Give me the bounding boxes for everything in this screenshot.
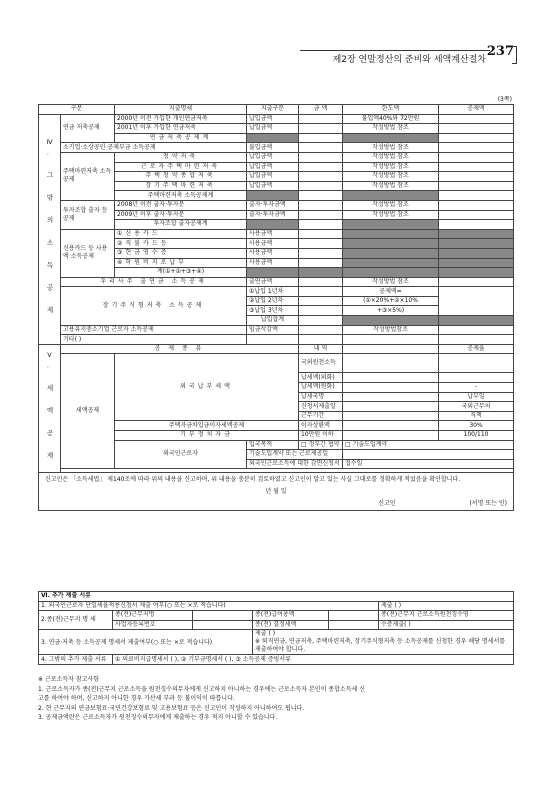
col-header: 한도액 — [343, 105, 439, 115]
table-row — [39, 200, 514, 210]
row-item: 주택청약종합저축 — [115, 172, 247, 182]
value-cell[interactable] — [343, 421, 439, 431]
field-label: 종(전)급여총액 — [253, 611, 329, 621]
amount-cell[interactable] — [299, 316, 343, 326]
col-header: 금 액 — [299, 105, 343, 115]
field-label: 종(전) 결정세액 — [253, 620, 329, 630]
housing-interest-label: 주택자금차입금이자세액공제 — [115, 421, 299, 431]
row-limit: 작성방법참조 — [343, 325, 439, 335]
declaration-row — [39, 473, 514, 511]
table-row — [39, 335, 514, 345]
row-type: 사용금액 — [247, 258, 299, 268]
row-type: ③납입 3년차 — [247, 306, 299, 316]
row-limit: 작성방법 참조 — [343, 143, 439, 153]
row-limit: 작성방법 참조 — [343, 210, 439, 220]
value-cell[interactable] — [343, 402, 439, 412]
field-label: 종(전)근무지 근로소득원천징수영 — [379, 611, 514, 621]
value-cell[interactable] — [343, 354, 439, 373]
header-bracket — [512, 46, 517, 64]
declarant-label: 신고인 — [378, 500, 396, 508]
amount-cell[interactable] — [299, 162, 343, 172]
rate-cell: 100/110 — [439, 431, 514, 441]
table-row — [39, 611, 514, 621]
amount-cell[interactable] — [299, 277, 343, 287]
col-header: 공제액 — [439, 105, 514, 115]
row-group: 기타( ) — [61, 335, 247, 345]
col-header: 구분 — [39, 105, 115, 115]
amount-cell[interactable] — [299, 210, 343, 220]
value-cell[interactable] — [343, 431, 439, 441]
amount-cell[interactable] — [299, 200, 343, 210]
deduction-cell[interactable] — [439, 210, 514, 220]
political-donation-label: 기부정치자금 — [115, 431, 299, 441]
row-group: 장기주식형저축 소득공제 — [61, 287, 247, 325]
row-item: 청약저축 — [115, 152, 247, 162]
table-row — [39, 114, 514, 124]
section-5-header — [39, 344, 514, 354]
value-cell[interactable] — [343, 450, 514, 460]
deduction-cell[interactable] — [439, 143, 514, 153]
rate-cell — [439, 373, 514, 383]
deduction-cell[interactable] — [439, 124, 514, 134]
row-limit: 작성방법 참조 — [343, 124, 439, 134]
section-5-label: Ⅴ. 세 액 공 제 — [39, 344, 61, 473]
application-label: 외국인근로소득에 대한 감면신청서 — [247, 459, 343, 469]
row-group: 연금 저축공제 — [61, 114, 115, 143]
detail-label: 이자상환액 — [299, 421, 343, 431]
table-row — [39, 601, 514, 611]
amount-cell[interactable] — [299, 191, 343, 201]
row-item: ①신용카드 — [115, 229, 247, 239]
value-cell[interactable] — [193, 620, 253, 630]
rate-cell: 국외근무처 — [439, 402, 514, 412]
detail-label: 납세액(외화) — [299, 373, 343, 383]
row-type: 사용금액 — [247, 229, 299, 239]
col-header: 공제율 — [439, 344, 514, 354]
doc-row-label: 4. 그밖의 추가 제출 서류 — [39, 655, 113, 665]
detail-label: 납세국명 — [299, 392, 343, 402]
table-row — [39, 354, 514, 373]
section-6-title: Ⅵ. 추가 제출 서류 — [39, 592, 514, 602]
deduction-cell[interactable] — [439, 152, 514, 162]
date-line: 년 월 일 — [265, 488, 287, 496]
row-type: 출자·투자금액 — [247, 210, 299, 220]
amount-cell[interactable] — [299, 220, 343, 230]
row-type: 납입금액 — [247, 124, 299, 134]
sign-label[interactable]: (서명 또는 인) — [469, 500, 507, 508]
deduction-cell[interactable] — [439, 191, 514, 201]
deduction-cell[interactable] — [439, 172, 514, 182]
amount-cell[interactable] — [299, 306, 343, 316]
row-item: ④학원비지로납부 — [115, 258, 247, 268]
row-item: 연금저축공제계 — [115, 133, 247, 143]
value-cell[interactable] — [343, 383, 439, 393]
row-group: 투자조합 출자 등 공제 — [61, 200, 115, 229]
row-limit: 작성방법 참조 — [343, 200, 439, 210]
foreign-worker-label: 외국인근로자 — [115, 440, 247, 469]
detail-label: 신청서제출일 — [299, 402, 343, 412]
deduction-cell[interactable] — [439, 162, 514, 172]
row-type: 납입금액 — [247, 162, 299, 172]
amount-cell[interactable] — [299, 335, 343, 345]
contract-date-label: 기술도입계약 또는 근로제공일 — [247, 450, 343, 460]
note-item: 2. 현 근무지의 연금보험료·국민건강보험료 및 고용보험료 등은 신고인이 작성하지 아니하여도 됩니다. — [38, 704, 305, 712]
submit-check[interactable]: 제출 ( ) — [379, 601, 514, 611]
row-type: ①납입 1년차 — [247, 287, 299, 297]
row-type: 출자·투자금액 — [247, 200, 299, 210]
amount-cell[interactable] — [299, 172, 343, 182]
submit-check[interactable]: 제출 ( ) — [255, 630, 276, 638]
row-limit: 작성방법 참조 — [343, 152, 439, 162]
detail-label: 납세액(원화) — [299, 383, 343, 393]
amount-cell[interactable] — [299, 114, 343, 124]
detail-label: 국외원천소득 — [299, 354, 343, 373]
doc-row-label: 3. 연금·저축 등 소득공제 명세서 제출여부(○ 또는 ×로 적습니다) — [39, 630, 253, 655]
row-item: ③현금영수증 — [115, 248, 247, 258]
row-item: 2001년 이후 가입한 연금저축 — [115, 124, 247, 134]
note-item: 고를 하여야 하며, 신고하지 아니한 경우 가산세 부과 등 불이익이 따릅니다. — [38, 695, 235, 702]
row-item: 2009년 이후 출자·투자분 — [115, 210, 247, 220]
note-item: 1. 근로소득자가 종(전)근무지 근로소득을 원천징수의무자에게 신고하지 아니하는 경우에는 근로소득자 본인이 종합소득세 신 — [38, 685, 365, 693]
value-cell[interactable] — [343, 373, 439, 383]
rate-cell: 직책 — [439, 411, 514, 421]
row-limit: (①×20%+②×10% — [343, 296, 439, 306]
detail-label: 10만원 이하 — [299, 431, 343, 441]
amount-cell[interactable] — [299, 152, 343, 162]
row-limit: 공제액= — [343, 287, 439, 297]
page-number: 237 — [486, 44, 514, 59]
note-text: ※ 퇴직연금, 연금저축, 주택마련저축, 장기주식형저축 등 소득공제를 신청한 경우 해당 명세서를 제출하여야 합니다. — [255, 638, 506, 654]
tax-credit-label: 세액공제 — [61, 354, 115, 469]
row-type: 납입금액 — [247, 172, 299, 182]
declaration-text: 신고인은 「소득세법」 제140조에 따라 위의 내용을 신고하며, 위 내용을 충분히 검토하였고 신고인이 알고 있는 사실 그대로를 정확하게 적었음을 확인합니다. — [45, 476, 461, 484]
deduction-cell[interactable] — [439, 114, 514, 124]
value-cell[interactable] — [343, 392, 439, 402]
amount-cell[interactable] — [299, 143, 343, 153]
doc-options[interactable]: ① 의료비지급명세서 ( ), ② 기부금명세서 ( ), ③ 소득공제 증빙서류 — [113, 655, 514, 665]
col-header: 지출구분 — [247, 105, 299, 115]
page-header — [0, 44, 550, 68]
row-type: 납입금액 — [247, 181, 299, 191]
row-limit: 불입액40%와 72만원 — [343, 114, 439, 124]
row-limit: 작성방법 참조 — [343, 172, 439, 182]
receipt-date-label: 접수일 — [343, 459, 514, 469]
option-tech-contract[interactable]: □ 기술도입계약 — [343, 440, 514, 450]
row-limit: 작성방법 참조 — [343, 181, 439, 191]
option-treaty[interactable]: □ 정부간 협약 — [299, 440, 343, 450]
detail-label: 근무기간 — [299, 411, 343, 421]
col-header: 공 제 종 류 — [61, 344, 299, 354]
deduction-form-table — [38, 104, 514, 511]
foreign-tax-label: 외국납부세액 — [115, 354, 299, 421]
deduction-cell[interactable] — [439, 277, 514, 287]
rate-cell: 30% — [439, 421, 514, 431]
amount-cell[interactable] — [299, 325, 343, 335]
field-label: 사업자등록번호 — [113, 620, 193, 630]
row-limit: 작성방법 참조 — [343, 162, 439, 172]
value-cell[interactable] — [193, 611, 253, 621]
row-type: 납입금액 — [247, 152, 299, 162]
amount-cell[interactable] — [299, 296, 343, 306]
deduction-cell[interactable] — [439, 325, 514, 335]
row-type: 사용금액 — [247, 248, 299, 258]
row-group: 주택마련저축 소득공제 — [61, 152, 115, 200]
note-item: 3. 공제금액란은 근로소득자가 원천징수의무자에게 제출하는 경우 적지 아니할 수 있습니다. — [38, 714, 278, 721]
prev-workplace-label: 2.종(전)근무지 명 세 — [39, 611, 113, 630]
rate-cell: - — [439, 383, 514, 393]
row-type: 불입금액 — [247, 143, 299, 153]
doc-row-label: 1. 외국인근로자 단일세율적용신청서 제출 여부(○ 또는 ×로 적습니다) — [39, 601, 379, 611]
table-row — [39, 287, 514, 297]
deduction-cell[interactable] — [439, 200, 514, 210]
notes-title: ※ 근로소득자 참고사항 — [38, 676, 100, 683]
section-4-label: Ⅳ. 그 밖 의 소 득 공 제 — [39, 114, 61, 344]
deduction-cell[interactable] — [439, 335, 514, 345]
entry-purpose-label: 입국목적 — [247, 440, 299, 450]
amount-cell[interactable] — [299, 287, 343, 297]
amount-cell[interactable] — [299, 181, 343, 191]
row-item: 2008년 이전 출자·투자분 — [115, 200, 247, 210]
row-type: 출연금액 — [247, 277, 299, 287]
table-row — [39, 229, 514, 239]
row-group: 고용유지중소기업 근로자 소득공제 — [61, 325, 247, 335]
deduction-cell[interactable] — [439, 181, 514, 191]
chapter-title: 제2장 연말정산의 준비와 세액계산절차 — [332, 55, 486, 65]
form-page-label: (3쪽) — [497, 96, 512, 103]
row-type: 사용금액 — [247, 239, 299, 249]
section-6-title-row — [39, 592, 514, 602]
submit-check[interactable]: 수증제출( ) — [379, 620, 514, 630]
amount-cell[interactable] — [299, 124, 343, 134]
field-label: 종(전)근무지명 — [113, 611, 193, 621]
amount-cell[interactable] — [299, 229, 343, 239]
signature-line — [45, 499, 507, 508]
amount-cell[interactable] — [299, 239, 343, 249]
deduction-cell[interactable] — [439, 220, 514, 230]
row-group: 우리사주 출연금 소득공제 — [61, 277, 247, 287]
value-cell[interactable] — [343, 411, 439, 421]
row-item: ②직불카드등 — [115, 239, 247, 249]
row-item: 투자조합 출자공제계 — [115, 220, 247, 230]
table-row — [39, 655, 514, 665]
row-item: 근로자주택마련저축 — [115, 162, 247, 172]
row-type: 임금삭감액 — [247, 325, 299, 335]
amount-cell[interactable] — [299, 133, 343, 143]
row-limit: 작성방법 참조 — [343, 277, 439, 287]
row-type: 납입금액 — [247, 114, 299, 124]
col-header: 내 역 — [299, 344, 343, 354]
table-row — [39, 325, 514, 335]
rate-cell — [439, 354, 514, 373]
header-rule — [300, 50, 490, 51]
row-limit: +③×5%) — [343, 306, 439, 316]
col-header: 지출명세 — [115, 105, 247, 115]
deduction-cell[interactable] — [439, 287, 514, 316]
value-cell[interactable] — [329, 620, 379, 630]
amount-cell[interactable] — [299, 248, 343, 258]
amount-cell[interactable] — [299, 258, 343, 268]
table-row — [39, 143, 514, 153]
table-row — [39, 152, 514, 162]
table-row — [39, 277, 514, 287]
additional-docs-table — [38, 591, 514, 665]
row-group: 소기업·소상공인 공제부금 소득공제 — [61, 143, 247, 153]
notes-block — [38, 675, 513, 723]
row-item: 주택마련저축 소득공제계 — [115, 191, 247, 201]
row-group: 신용카드 등 사용액 소득공제 — [61, 229, 115, 277]
row-item: 계(①+②+③+④) — [115, 268, 247, 278]
row-type: 납입합계 — [247, 316, 299, 326]
row-type: ②납입 2년차 — [247, 296, 299, 306]
rate-cell: 납부일 — [439, 392, 514, 402]
value-cell[interactable] — [329, 611, 379, 621]
table-row — [39, 630, 514, 655]
table-header-row — [39, 105, 514, 115]
deduction-cell[interactable] — [439, 133, 514, 143]
row-item: 장기주택마련저축 — [115, 181, 247, 191]
row-item: 2000년 이전 가입한 개인연금저축 — [115, 114, 247, 124]
